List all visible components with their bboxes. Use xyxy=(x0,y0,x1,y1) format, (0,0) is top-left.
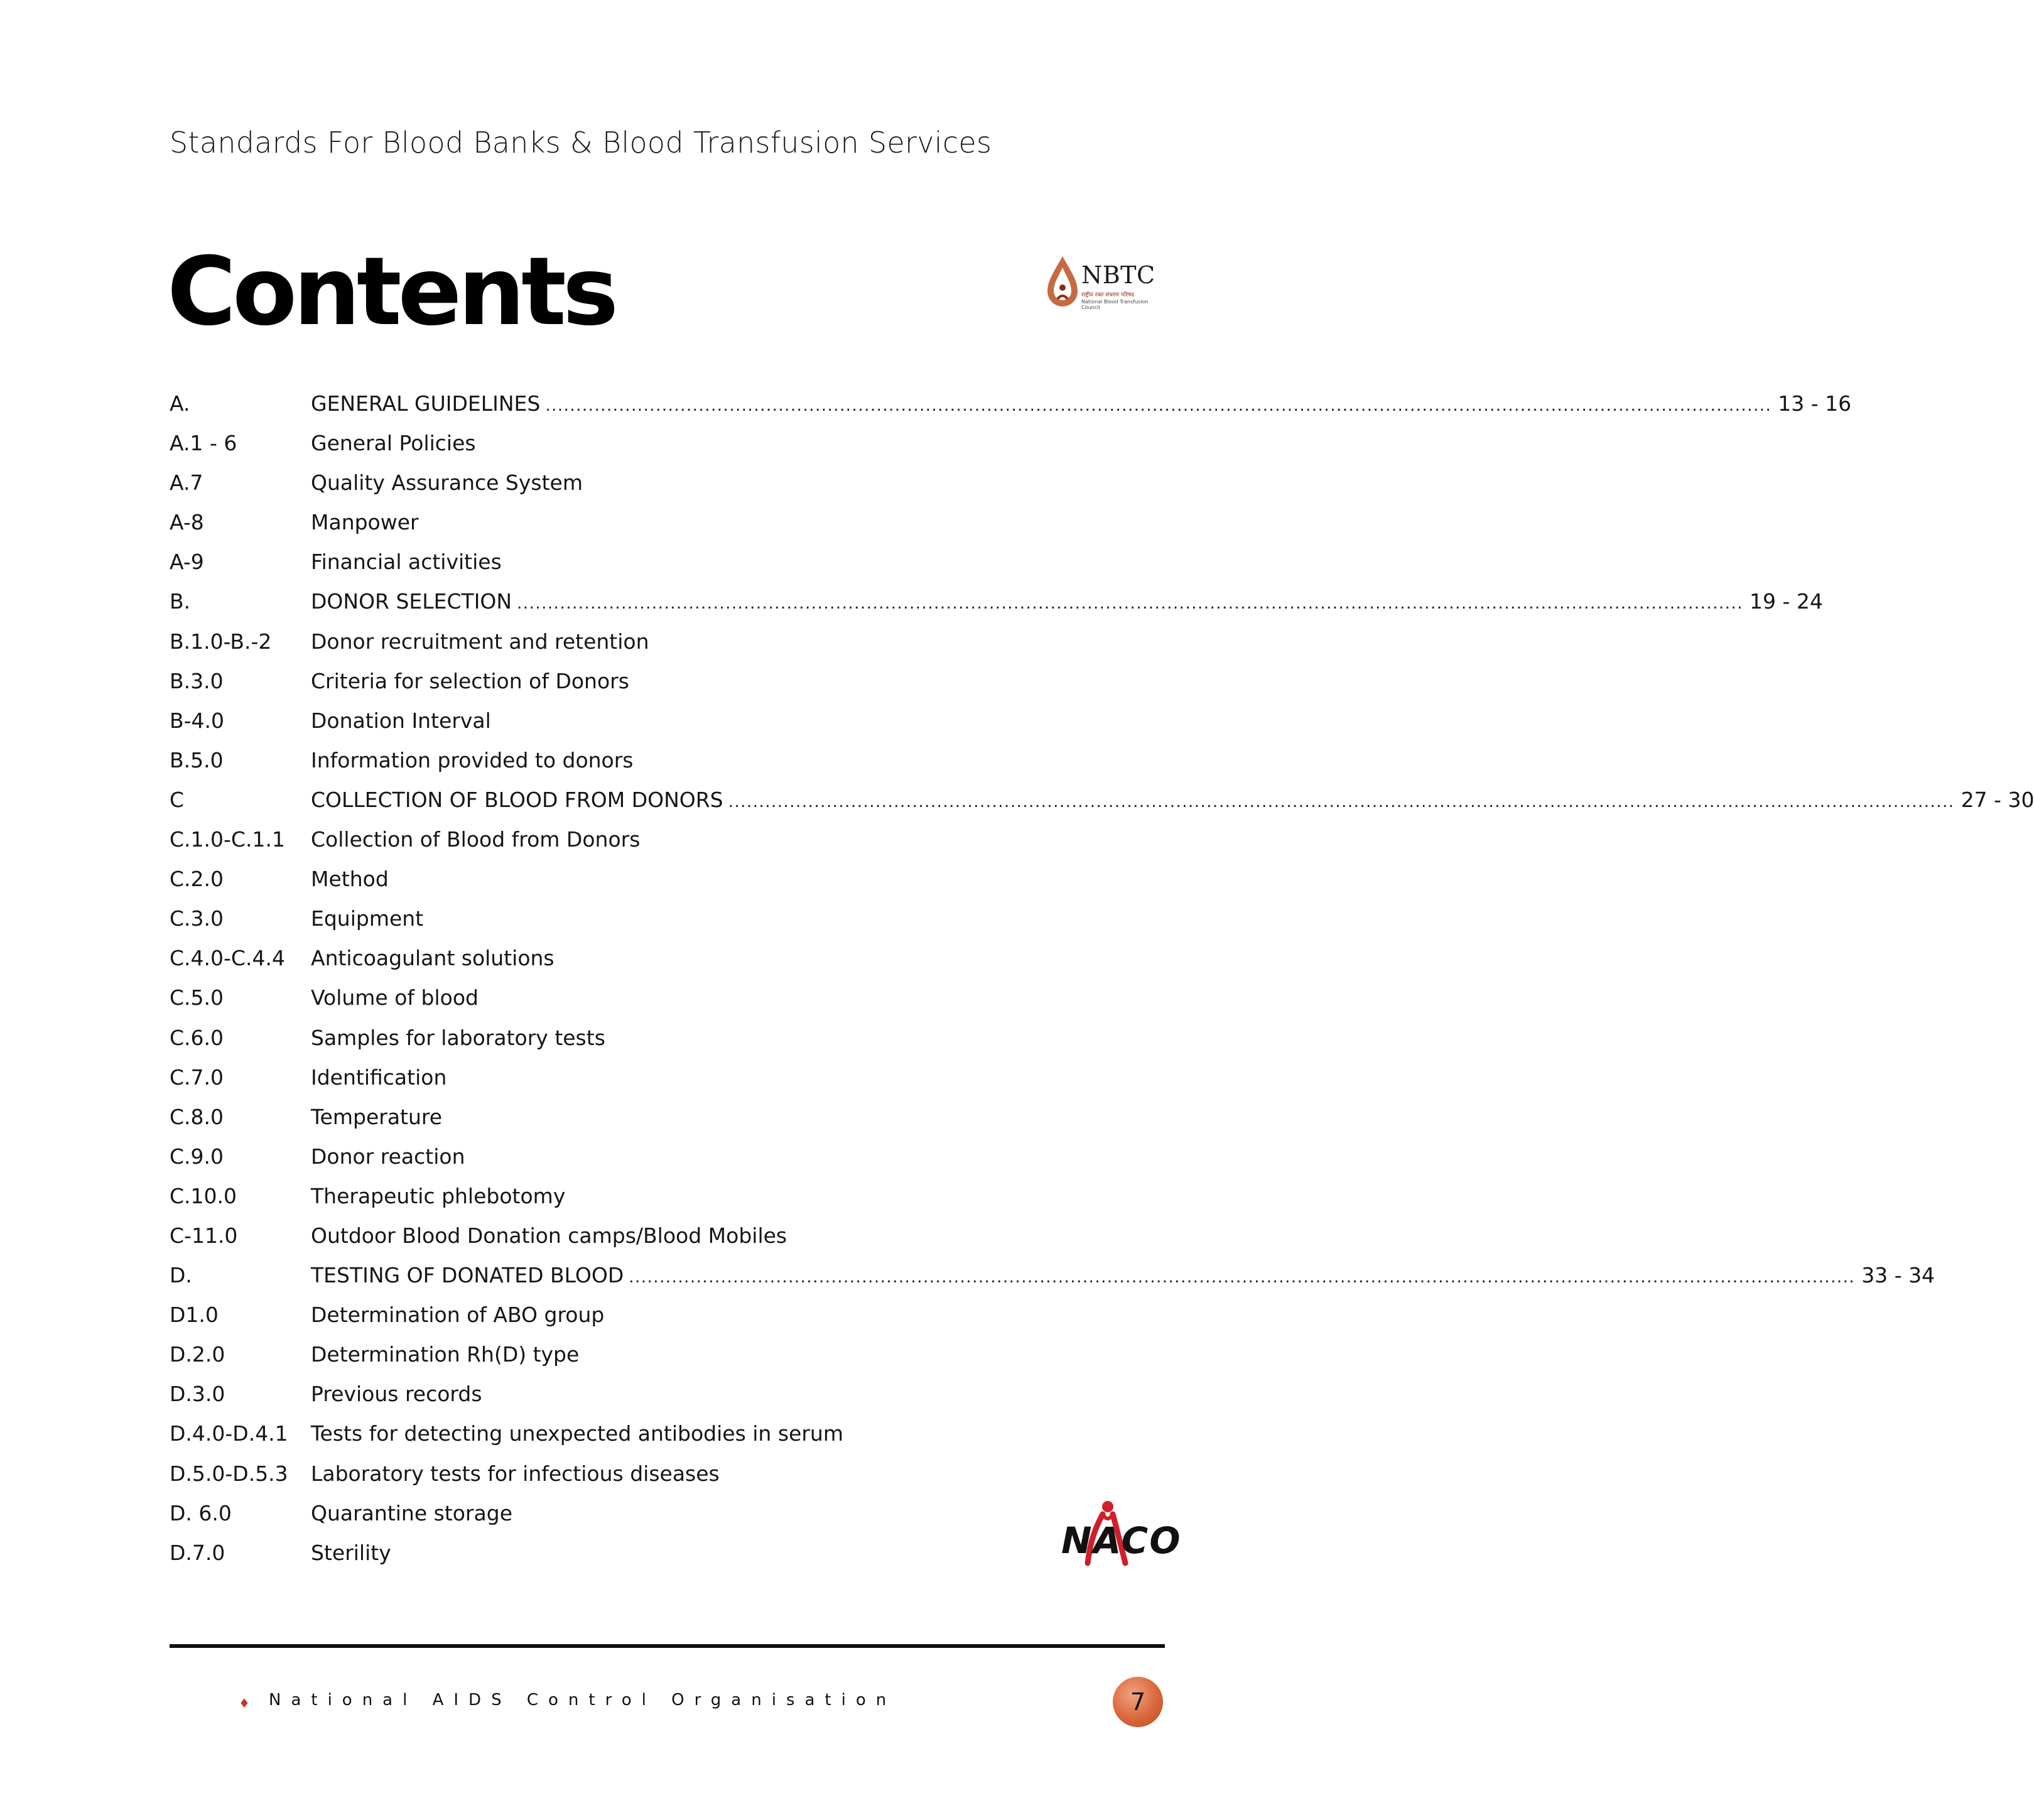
toc-dot-leader: ........................................................................................................................................................................................................ xyxy=(629,1268,1856,1287)
toc-entry-code: D.7.0 xyxy=(170,1540,225,1565)
toc-entry-code: A.7 xyxy=(170,470,203,496)
toc-entry-code: A. xyxy=(170,391,190,416)
toc-entry xyxy=(170,502,986,542)
toc-entry xyxy=(170,1018,986,1058)
toc-entry-title: Donation Interval xyxy=(311,708,491,733)
toc-entry-code: A-8 xyxy=(170,510,204,535)
toc-entry-title: Criteria for selection of Donors xyxy=(311,668,629,693)
toc-entry-code: C.1.0-C.1.1 xyxy=(170,827,285,852)
toc-dot-leader: ........................................................................................................................................................................................................ xyxy=(545,396,1772,415)
toc-entry-title: Temperature xyxy=(311,1104,443,1129)
toc-entry-pages: 27 - 30 xyxy=(1961,787,2034,812)
toc-entry-title-line xyxy=(311,1255,1935,1297)
toc-entry-title-line xyxy=(311,740,967,780)
nbtc-logo xyxy=(1044,254,1163,317)
toc-entry-title-line xyxy=(311,423,967,463)
toc-entry-code: B. xyxy=(170,589,191,614)
naco-logo xyxy=(1061,1498,1182,1573)
toc-entry xyxy=(170,1374,986,1414)
toc-entry-title-line xyxy=(311,899,967,938)
toc-entry xyxy=(170,582,1823,621)
footer-rule xyxy=(170,1644,1165,1648)
toc-entry xyxy=(170,661,986,701)
toc-entry-title: General Policies xyxy=(311,431,476,456)
toc-entry xyxy=(170,740,986,780)
toc-dot-leader: ........................................................................................................................................................................................................ xyxy=(517,594,1744,614)
toc-entry-title: GENERAL GUIDELINES xyxy=(311,391,541,416)
toc-entry-title: Anticoagulant solutions xyxy=(311,946,554,971)
toc-entry-title: Outdoor Blood Donation camps/Blood Mobiles xyxy=(311,1223,787,1248)
toc-entry-title-line xyxy=(311,1493,967,1533)
toc-entry-code: C xyxy=(170,787,185,812)
toc-entry-code: C.4.0-C.4.4 xyxy=(170,946,285,971)
toc-entry-code: D. 6.0 xyxy=(170,1500,232,1525)
toc-entry-code: C.10.0 xyxy=(170,1183,237,1208)
toc-entry-title-line xyxy=(311,1414,967,1453)
toc-entry-pages: 33 - 34 xyxy=(1861,1263,1935,1288)
page-number: 7 xyxy=(1113,1677,1163,1727)
nbtc-logo-subtitle-hindi: राष्ट्रीय रक्त संचरण परिषद xyxy=(1081,292,1135,298)
toc-entry-code: C.3.0 xyxy=(170,906,224,931)
toc-entry-code: D.2.0 xyxy=(170,1342,225,1367)
toc-entry-title-line xyxy=(311,978,967,1017)
toc-entry-title: Therapeutic phlebotomy xyxy=(311,1183,566,1208)
toc-entry-title-line xyxy=(311,1176,967,1216)
toc-entry xyxy=(170,1255,1935,1295)
toc-entry-title-line xyxy=(311,820,967,859)
toc-entry xyxy=(170,1137,986,1176)
toc-entry-title-line xyxy=(311,1374,967,1414)
toc-entry-title: Equipment xyxy=(311,906,424,931)
footer-organisation: National AIDS Control Organisation xyxy=(269,1691,897,1709)
toc-entry-title: Information provided to donors xyxy=(311,747,634,772)
toc-entry xyxy=(170,463,986,502)
toc-entry-title: Volume of blood xyxy=(311,985,479,1010)
toc-entry-code: A.1 - 6 xyxy=(170,431,237,456)
toc-entry xyxy=(170,1176,986,1216)
toc-entry-code: C.8.0 xyxy=(170,1104,224,1129)
toc-entry xyxy=(170,1533,986,1573)
toc-entry-title: Collection of Blood from Donors xyxy=(311,827,641,852)
toc-entry-title: Previous records xyxy=(311,1382,482,1407)
blood-drop-icon xyxy=(1044,254,1081,310)
toc-entry-title: Tests for detecting unexpected antibodies in serum xyxy=(311,1421,843,1446)
toc-entry-pages: 13 - 16 xyxy=(1778,391,1852,416)
toc-entry-title: Donor reaction xyxy=(311,1144,465,1169)
toc-entry xyxy=(170,1216,986,1255)
toc-entry-code: A-9 xyxy=(170,550,204,575)
toc-entry xyxy=(170,978,986,1017)
toc-entry xyxy=(170,1454,986,1493)
toc-entry-code: D.4.0-D.4.1 xyxy=(170,1421,288,1446)
toc-entry-title: Quality Assurance System xyxy=(311,470,583,496)
toc-dot-leader: ........................................................................................................................................................................................................ xyxy=(728,792,1955,811)
toc-entry-code: D.5.0-D.5.3 xyxy=(170,1461,288,1486)
toc-entry-pages: 19 - 24 xyxy=(1750,589,1823,614)
toc-entry-title-line xyxy=(311,502,967,542)
toc-entry-code: C.7.0 xyxy=(170,1064,224,1090)
document-title: Standards For Blood Banks & Blood Transfusion Services xyxy=(170,126,992,160)
toc-entry xyxy=(170,899,986,938)
toc-entry-code: D.3.0 xyxy=(170,1382,225,1407)
toc-entry xyxy=(170,859,986,899)
toc-entry-title: COLLECTION OF BLOOD FROM DONORS xyxy=(311,787,723,812)
toc-entry xyxy=(170,938,986,978)
toc-entry xyxy=(170,1295,986,1335)
toc-entry-title: Manpower xyxy=(311,510,419,535)
toc-entry-title-line xyxy=(311,1058,967,1097)
toc-entry-title: Laboratory tests for infectious diseases xyxy=(311,1461,720,1486)
naco-logo-text: NACO xyxy=(1061,1519,1182,1562)
toc-entry xyxy=(170,423,986,463)
nbtc-logo-text: NBTC xyxy=(1081,261,1155,289)
toc-entry xyxy=(170,1058,986,1097)
toc-entry-title: Identification xyxy=(311,1064,447,1090)
toc-entry xyxy=(170,820,986,859)
toc-entry-title: Determination Rh(D) type xyxy=(311,1342,580,1367)
toc-entry-title: Financial activities xyxy=(311,550,502,575)
toc-entry-code: D1.0 xyxy=(170,1303,219,1328)
toc-entry-title-line xyxy=(311,542,967,582)
toc-entry xyxy=(170,622,986,661)
toc-entry-title-line xyxy=(311,1018,967,1058)
toc-entry-code: B-4.0 xyxy=(170,708,225,733)
toc-entry-title: DONOR SELECTION xyxy=(311,589,512,614)
toc-entry-code: C-11.0 xyxy=(170,1223,238,1248)
toc-entry-title-line xyxy=(311,1454,967,1493)
toc-entry xyxy=(170,1493,986,1533)
footer-bullet-icon: ♦ xyxy=(239,1696,250,1711)
toc-entry-title-line xyxy=(311,938,967,978)
toc-entry xyxy=(170,1335,986,1374)
toc-entry-title-line xyxy=(311,661,967,701)
toc-entry-title-line xyxy=(311,463,967,502)
toc-entry xyxy=(170,1414,986,1453)
toc-entry-title-line xyxy=(311,701,967,740)
toc-entry-title: Sterility xyxy=(311,1540,391,1565)
toc-entry-title: Quarantine storage xyxy=(311,1500,512,1525)
toc-entry-code: B.5.0 xyxy=(170,747,224,772)
toc-entry-title: Method xyxy=(311,867,389,892)
toc-entry xyxy=(170,1097,986,1137)
toc-entry-title-line xyxy=(311,1216,967,1255)
nbtc-logo-subtitle: National Blood Transfusion Council xyxy=(1081,299,1149,310)
toc-entry-code: C.5.0 xyxy=(170,985,224,1010)
toc-entry-title-line xyxy=(311,1137,967,1176)
toc-entry-title-line xyxy=(311,780,2034,822)
toc-entry-code: C.2.0 xyxy=(170,867,224,892)
toc-entry-code: C.6.0 xyxy=(170,1025,224,1050)
toc-entry-title: TESTING OF DONATED BLOOD xyxy=(311,1263,624,1288)
toc-entry xyxy=(170,780,2034,820)
toc-entry-title-line xyxy=(311,622,967,661)
toc-entry xyxy=(170,384,1852,423)
toc-entry-title-line xyxy=(311,859,967,899)
toc-entry-code: C.9.0 xyxy=(170,1144,224,1169)
toc-entry-title-line xyxy=(311,1533,967,1573)
toc-entry-title: Donor recruitment and retention xyxy=(311,629,649,654)
page-heading: Contents xyxy=(167,237,615,347)
toc-entry-title: Samples for laboratory tests xyxy=(311,1025,605,1050)
toc-entry-title-line xyxy=(311,1335,967,1374)
toc-entry-code: D. xyxy=(170,1263,192,1288)
toc-entry-title-line xyxy=(311,1097,967,1137)
toc-entry-title-line xyxy=(311,1295,967,1335)
toc-entry-title-line xyxy=(311,384,1852,426)
toc-entry-title-line xyxy=(311,582,1823,624)
toc-entry xyxy=(170,542,986,582)
toc-entry-code: B.3.0 xyxy=(170,668,224,693)
toc-entry xyxy=(170,701,986,740)
toc-entry-title: Determination of ABO group xyxy=(311,1303,605,1328)
toc-entry-code: B.1.0-B.-2 xyxy=(170,629,272,654)
